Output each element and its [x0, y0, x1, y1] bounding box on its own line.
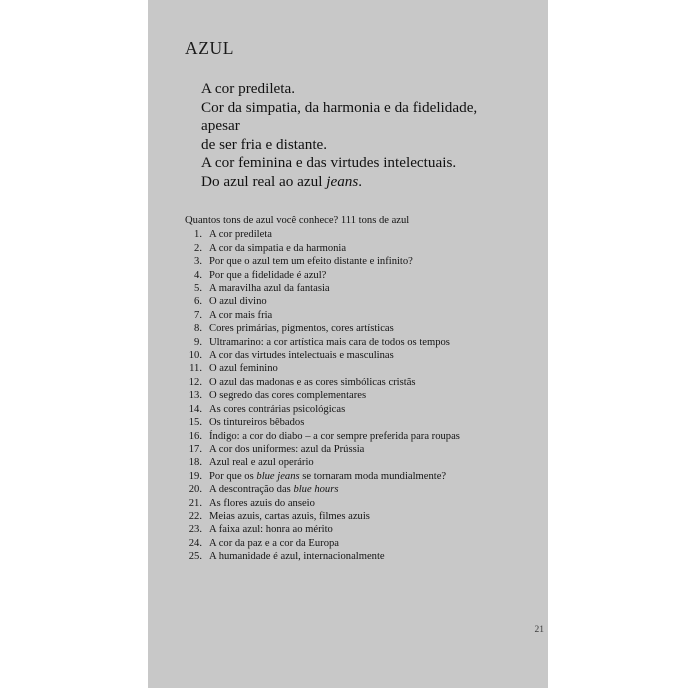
- list-item-label: [209, 309, 505, 322]
- list-item-label: [209, 389, 505, 402]
- list-item-text: Cores primárias, pigmentos, cores artísticas: [209, 323, 394, 335]
- list-item-label: [209, 255, 505, 268]
- list-item-text: A cor da paz e a cor da Europa: [209, 537, 340, 549]
- list-item-text: A descontração das: [209, 484, 294, 496]
- list-item: [185, 309, 505, 322]
- list-item-text: A cor predileta: [209, 229, 272, 241]
- list-item-text: As cores contrárias psicológicas: [209, 403, 346, 415]
- list-item-text: Os tintureiros bêbados: [209, 417, 305, 429]
- list-item: [185, 269, 505, 282]
- list-item-number: 4.: [194, 269, 202, 281]
- list-item-number: 17.: [188, 443, 202, 455]
- list-item-text: A cor dos uniformes: azul da Prússia: [209, 443, 365, 455]
- list-item-text: Azul real e azul operário: [209, 457, 314, 469]
- list-item-label: [209, 456, 505, 469]
- list-item-label: [209, 228, 505, 241]
- list-item: [185, 376, 505, 389]
- list-item-number: 5.: [194, 283, 202, 295]
- list-item-number: 14.: [188, 403, 202, 415]
- list-item: [185, 242, 505, 255]
- list-item-text: A cor mais fria: [209, 309, 273, 321]
- list-item-label: [209, 483, 505, 496]
- list-item-number: 20.: [188, 484, 202, 496]
- intro-line: Cor da simpatia, da harmonia e da fidelidade, apesar: [201, 98, 478, 134]
- list-item: [185, 523, 505, 536]
- list-item-number: 21.: [188, 497, 202, 509]
- list-item-number: 24.: [188, 537, 202, 549]
- list-item-label: [209, 416, 505, 429]
- list-item-number: 15.: [188, 417, 202, 429]
- chapter-list: [185, 228, 505, 563]
- list-item-label: [209, 497, 505, 510]
- list-item-label: [209, 322, 505, 335]
- list-item-text-suffix: se tornaram moda mundialmente?: [299, 470, 447, 482]
- list-item-label: [209, 510, 505, 523]
- list-item-text: Índigo: a cor do diabo – a cor sempre preferida para roupas: [209, 430, 460, 442]
- list-item-text: Por que o azul tem um efeito distante e infinito?: [209, 256, 413, 268]
- list-item-number: 19.: [188, 470, 202, 482]
- list-item-label: [209, 523, 505, 536]
- list-item-number: 8.: [194, 323, 202, 335]
- list-item-label: [209, 336, 505, 349]
- list-item-text: A maravilha azul da fantasia: [209, 283, 330, 295]
- list-item: [185, 497, 505, 510]
- book-page: [148, 0, 548, 688]
- list-item-number: 25.: [188, 551, 202, 563]
- list-item: [185, 483, 505, 496]
- list-item-label: [209, 242, 505, 255]
- list-item: [185, 470, 505, 483]
- list-item-label: [209, 443, 505, 456]
- list-item-text: Ultramarino: a cor artística mais cara de todos os tempos: [209, 336, 450, 348]
- list-item-label: [209, 362, 505, 375]
- intro-last-suffix: .: [358, 172, 363, 190]
- list-item-text: A cor das virtudes intelectuais e masculinas: [209, 350, 394, 362]
- intro-last-prefix: Do azul real ao azul: [201, 172, 327, 190]
- list-item: [185, 510, 505, 523]
- list-item-text: A humanidade é azul, internacionalmente: [209, 551, 385, 563]
- list-item-number: 23.: [188, 524, 202, 536]
- list-item-label: [209, 550, 505, 563]
- intro-last-italic: jeans: [326, 172, 359, 190]
- list-item-number: 6.: [194, 296, 202, 308]
- list-item: [185, 362, 505, 375]
- list-item-text: Por que os: [209, 470, 257, 482]
- list-item: [185, 228, 505, 241]
- list-item-text: Meias azuis, cartas azuis, filmes azuis: [209, 510, 370, 522]
- list-item-number: 1.: [194, 229, 202, 241]
- list-item: [185, 322, 505, 335]
- list-item: [185, 282, 505, 295]
- list-item-number: 10.: [188, 350, 202, 362]
- list-item-italic-text: blue jeans: [256, 470, 300, 482]
- list-item-number: 13.: [188, 390, 202, 402]
- list-item: [185, 430, 505, 443]
- list-item-text: As flores azuis do anseio: [209, 497, 315, 509]
- list-item-label: [209, 537, 505, 550]
- list-item: [185, 537, 505, 550]
- list-item-text: O segredo das cores complementares: [209, 390, 367, 402]
- list-item-label: [209, 470, 505, 483]
- list-item-label: [209, 295, 505, 308]
- list-item-text: Por que a fidelidade é azul?: [209, 269, 327, 281]
- list-item-italic-text: blue hours: [293, 484, 339, 496]
- list-item-number: 11.: [189, 363, 202, 375]
- list-item-number: 22.: [188, 510, 202, 522]
- list-item-text: O azul das madonas e as cores simbólicas cristãs: [209, 376, 416, 388]
- list-item: [185, 456, 505, 469]
- list-item-number: 9.: [194, 336, 202, 348]
- intro-line: A cor predileta.: [201, 80, 296, 97]
- list-item-text: O azul divino: [209, 296, 267, 308]
- list-item-number: 3.: [194, 256, 202, 268]
- list-item: [185, 349, 505, 362]
- list-item-label: [209, 269, 505, 282]
- page-content: [185, 38, 505, 564]
- list-item-text: O azul feminino: [209, 363, 278, 375]
- list-intro-question: Quantos tons de azul você conhece? 111 tons de azul: [185, 215, 410, 226]
- list-item: [185, 295, 505, 308]
- list-item-number: 16.: [188, 430, 202, 442]
- list-item: [185, 403, 505, 416]
- list-item-number: 7.: [194, 309, 202, 321]
- list-item: [185, 416, 505, 429]
- intro-line-last: [185, 173, 505, 192]
- list-item-label: [209, 376, 505, 389]
- list-item: [185, 255, 505, 268]
- page-number: 21: [534, 625, 544, 635]
- list-item-text: A faixa azul: honra ao mérito: [209, 524, 333, 536]
- list-item-number: 18.: [188, 457, 202, 469]
- list-item-number: 2.: [194, 242, 202, 254]
- list-item-number: 12.: [188, 376, 202, 388]
- list-item-label: [209, 349, 505, 362]
- list-item-text: A cor da simpatia e da harmonia: [209, 242, 347, 254]
- list-item-label: [209, 282, 505, 295]
- page-title: AZUL: [185, 38, 235, 58]
- list-item: [185, 550, 505, 563]
- list-item: [185, 389, 505, 402]
- list-item-label: [209, 430, 505, 443]
- intro-line: A cor feminina e das virtudes intelectuais.: [201, 154, 457, 171]
- intro-paragraph: [185, 80, 505, 191]
- list-item: [185, 443, 505, 456]
- list-item-label: [209, 403, 505, 416]
- list-item: [185, 336, 505, 349]
- intro-line-continuation: de ser fria e distante.: [201, 135, 328, 153]
